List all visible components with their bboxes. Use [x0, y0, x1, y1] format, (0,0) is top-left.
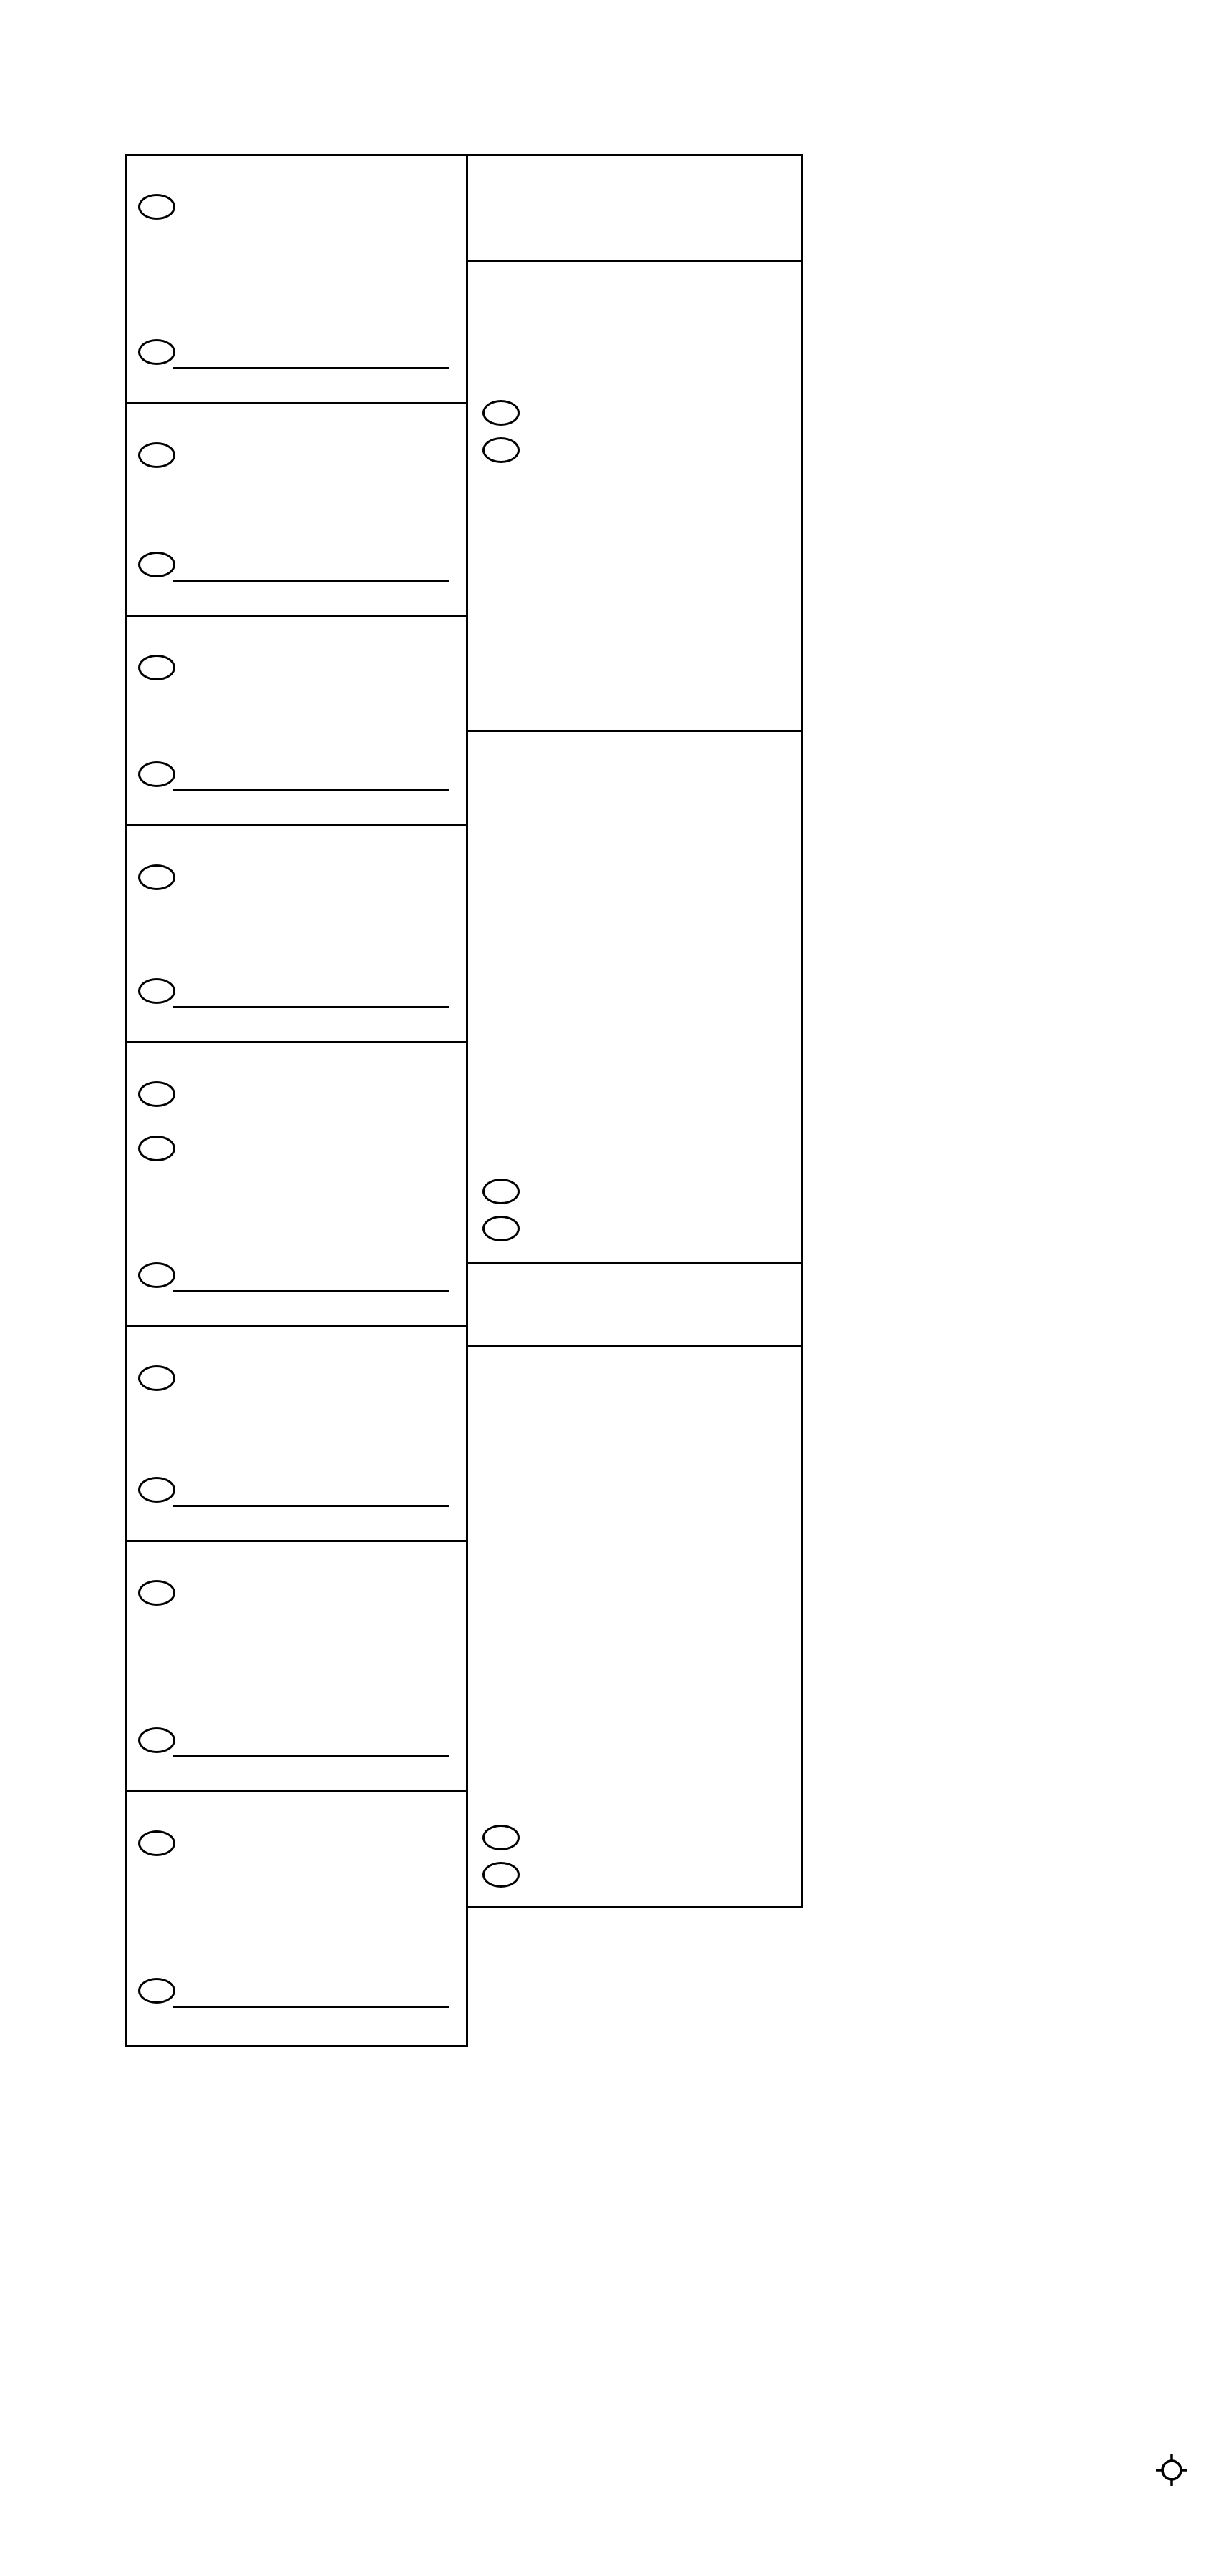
candidate-row	[138, 442, 466, 468]
contest-coroner	[127, 1043, 466, 1327]
contest-commissioner-district-5	[127, 1792, 466, 2041]
measures-column	[466, 154, 803, 1908]
candidate-row	[138, 1136, 466, 1161]
yes-choice-row	[482, 1825, 801, 1850]
write-in-row	[127, 1454, 466, 1540]
candidate-row	[138, 655, 466, 680]
candidate-row	[138, 864, 466, 890]
contest-tax-commissioner	[127, 826, 466, 1043]
vote-oval[interactable]	[138, 655, 175, 680]
vote-oval[interactable]	[138, 442, 175, 468]
candidate-row	[138, 1365, 466, 1391]
contest-commission-chairman	[127, 1542, 466, 1792]
write-in-line[interactable]	[173, 1505, 449, 1507]
write-in-row	[127, 1239, 466, 1325]
contest-clerk-superior-court	[127, 404, 466, 617]
contest-district-attorney	[127, 156, 466, 404]
no-choice-row	[482, 1216, 801, 1241]
yes-oval[interactable]	[482, 1179, 520, 1204]
write-in-line[interactable]	[173, 789, 449, 791]
contest-solicitor-general	[127, 1327, 466, 1542]
vote-oval[interactable]	[138, 194, 175, 220]
contests-column	[125, 154, 468, 2047]
write-in-oval[interactable]	[138, 1477, 175, 1503]
measure-amendment-2	[468, 732, 801, 1264]
vote-oval[interactable]	[138, 1365, 175, 1391]
write-in-oval[interactable]	[138, 339, 175, 365]
yes-oval[interactable]	[482, 1825, 520, 1850]
write-in-oval[interactable]	[138, 1978, 175, 2004]
registration-target-icon	[1155, 2453, 1189, 2487]
write-in-oval[interactable]	[138, 978, 175, 1004]
write-in-oval[interactable]	[138, 552, 175, 577]
vote-oval[interactable]	[138, 1081, 175, 1107]
vote-oval[interactable]	[138, 864, 175, 890]
yes-choice-row	[482, 400, 801, 426]
write-in-row	[127, 738, 466, 824]
candidate-row	[138, 194, 466, 220]
write-in-oval[interactable]	[138, 1262, 175, 1288]
amendments-header	[468, 156, 801, 262]
no-oval[interactable]	[482, 437, 520, 463]
write-in-line[interactable]	[173, 1290, 449, 1292]
no-choice-row	[482, 437, 801, 463]
yes-oval[interactable]	[482, 400, 520, 426]
write-in-line[interactable]	[173, 580, 449, 582]
write-in-line[interactable]	[173, 2006, 449, 2008]
write-in-row	[127, 316, 466, 402]
vote-oval[interactable]	[138, 1136, 175, 1161]
write-in-line[interactable]	[173, 1006, 449, 1008]
vote-oval[interactable]	[138, 1830, 175, 1856]
candidate-row	[138, 1580, 466, 1606]
write-in-row	[127, 529, 466, 615]
write-in-row	[127, 1704, 466, 1790]
write-in-oval[interactable]	[138, 761, 175, 787]
write-in-row	[127, 1955, 466, 2041]
no-oval[interactable]	[482, 1216, 520, 1241]
vote-oval[interactable]	[138, 1580, 175, 1606]
contest-sheriff	[127, 617, 466, 826]
no-oval[interactable]	[482, 1862, 520, 1888]
write-in-line[interactable]	[173, 1755, 449, 1757]
write-in-oval[interactable]	[138, 1727, 175, 1753]
yes-choice-row	[482, 1179, 801, 1204]
no-choice-row	[482, 1862, 801, 1888]
write-in-line[interactable]	[173, 367, 449, 369]
candidate-row	[138, 1081, 466, 1107]
measure-referendum-a	[468, 1347, 801, 1903]
candidate-row	[138, 1830, 466, 1856]
measure-amendment-1	[468, 262, 801, 732]
write-in-row	[127, 955, 466, 1041]
referendum-header	[468, 1264, 801, 1347]
